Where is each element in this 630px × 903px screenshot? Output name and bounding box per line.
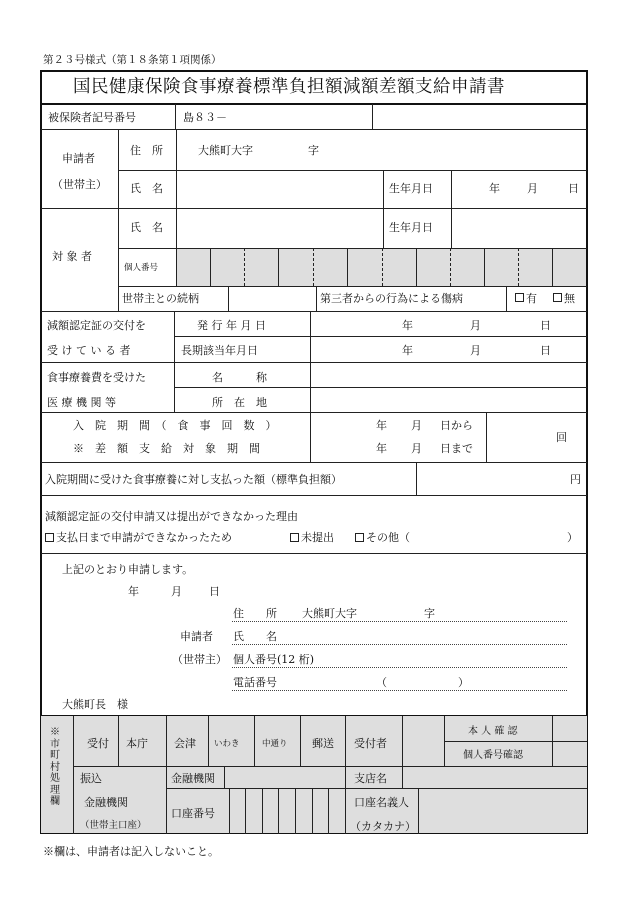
office-receiver: 受付者 <box>354 737 387 750</box>
applicant-birth-day: 日 <box>568 182 579 195</box>
reason-opt1-checkbox[interactable] <box>45 533 54 542</box>
reason-label: 減額認定証の交付申請又は提出ができなかった理由 <box>45 510 298 523</box>
office-bank-name: 金融機関 <box>171 772 215 785</box>
period-to-year: 年 <box>376 442 387 455</box>
reason-opt2-label: 未提出 <box>301 531 334 544</box>
office-side-label: ※市町村処理欄 <box>50 727 60 807</box>
office-account-number: 口座番号 <box>171 807 215 820</box>
form-number: 第２３号様式（第１８条第１項関係） <box>43 54 222 66</box>
third-party-yes-checkbox[interactable] <box>515 293 524 302</box>
office-aizu[interactable]: 会津 <box>174 737 196 750</box>
insured-number-label: 被保険者記号番号 <box>48 111 136 124</box>
declaration-household-label: （世帯主） <box>172 653 227 666</box>
declaration-month: 月 <box>171 585 182 598</box>
applicant-name-label: 氏 名 <box>130 182 163 195</box>
long-term-month: 月 <box>470 344 481 357</box>
reason-opt1-label: 支払日まで申請ができなかったため <box>56 531 232 544</box>
institution-name-label: 名 称 <box>212 371 267 384</box>
institution-label-2: 医 療 機 関 等 <box>47 396 116 409</box>
applicant-sublabel: （世帯主） <box>52 178 107 191</box>
office-katakana: （カタカナ） <box>350 820 416 833</box>
period-line-1: 入 院 期 間 （ 食 事 回 数 ） <box>73 419 277 432</box>
address-label: 住 所 <box>130 144 163 157</box>
third-party-no-label: 無 <box>564 292 575 305</box>
third-party-no-checkbox[interactable] <box>553 293 562 302</box>
office-mail[interactable]: 郵送 <box>312 737 334 750</box>
form-title: 国民健康保険食事療養標準負担額減額差額支給申請書 <box>73 77 505 97</box>
office-bank-label: 金融機関 <box>84 796 128 809</box>
phone-close: ） <box>458 676 469 689</box>
period-to-month: 月 <box>411 442 422 455</box>
footnote: ※欄は、申請者は記入しないこと。 <box>43 845 219 858</box>
office-branch: 支店名 <box>354 772 387 785</box>
office-iwaki[interactable]: いわき <box>214 739 240 749</box>
subject-label: 対 象 者 <box>52 250 92 263</box>
issue-day: 日 <box>540 319 551 332</box>
office-account-holder: 口座名義人 <box>354 796 409 809</box>
declaration-text: 上記のとおり申請します。 <box>62 563 194 576</box>
reason-opt3-label: その他（ <box>366 531 410 544</box>
office-bank-sub: （世帯主口座） <box>80 820 147 831</box>
reason-close: ） <box>567 531 578 544</box>
long-term-day: 日 <box>540 344 551 357</box>
long-term-label: 長期該当年月日 <box>181 344 258 357</box>
declaration-day: 日 <box>209 585 220 598</box>
institution-label-1: 食事療養費を受けた <box>47 371 146 384</box>
declaration-name-label: 氏 名 <box>233 630 277 643</box>
third-party-yes-label: 有 <box>526 292 537 305</box>
long-term-year: 年 <box>402 344 413 357</box>
declaration-address-suffix: 字 <box>424 607 435 620</box>
applicant-birth-year: 年 <box>489 182 500 195</box>
declaration-year: 年 <box>128 585 139 598</box>
declaration-phone-label: 電話番号 <box>233 676 277 689</box>
certificate-label-2: 受 け て い る 者 <box>47 344 131 357</box>
office-reception[interactable]: 受付 <box>87 737 109 750</box>
applicant-address-suffix: 字 <box>308 144 319 157</box>
period-from-year: 年 <box>376 419 387 432</box>
applicant-address-value[interactable]: 大熊町大字 <box>198 144 253 157</box>
office-personal-number-check: 個人番号確認 <box>463 750 523 761</box>
office-identity-check: 本 人 確 認 <box>468 726 518 737</box>
office-transfer: 振込 <box>80 772 102 785</box>
subject-birth-label: 生年月日 <box>389 221 433 234</box>
certificate-label-1: 減額認定証の交付を <box>47 319 146 332</box>
period-line-2: ※ 差 額 支 給 対 象 期 間 <box>73 442 260 455</box>
declaration-personal-number-label: 個人番号(12 桁) <box>233 653 315 666</box>
reason-opt2-checkbox[interactable] <box>290 533 299 542</box>
office-nakadori[interactable]: 中通り <box>262 739 288 749</box>
applicant-birth-label: 生年月日 <box>389 182 433 195</box>
paid-amount-label: 入院期間に受けた食事療養に対し支払った額（標準負担額） <box>45 473 342 486</box>
subject-personal-number-text: 個人番号 <box>124 263 159 273</box>
phone-open: （ <box>376 676 387 689</box>
subject-name-label: 氏 名 <box>130 221 163 234</box>
relation-label: 世帯主との続柄 <box>122 292 199 305</box>
institution-location-label: 所 在 地 <box>212 396 267 409</box>
period-from-month: 月 <box>411 419 422 432</box>
issue-month: 月 <box>470 319 481 332</box>
issue-date-label: 発 行 年 月 日 <box>197 319 266 332</box>
declaration-address-value[interactable]: 大熊町大字 <box>302 607 357 620</box>
declaration-address-label: 住 所 <box>233 607 277 620</box>
paid-amount-unit: 円 <box>570 473 581 486</box>
declaration-applicant-label: 申請者 <box>180 630 213 643</box>
applicant-label: 申請者 <box>62 152 95 165</box>
period-times: 回 <box>556 431 567 444</box>
applicant-birth-month: 月 <box>527 182 538 195</box>
insured-number-value[interactable]: 島８３－ <box>183 111 227 124</box>
office-headquarters[interactable]: 本庁 <box>126 737 148 750</box>
issue-year: 年 <box>402 319 413 332</box>
reason-opt3-checkbox[interactable] <box>355 533 364 542</box>
period-from-suffix: 日から <box>440 419 473 432</box>
third-party-label: 第三者からの行為による傷病 <box>320 292 463 305</box>
period-to-suffix: 日まで <box>440 442 473 455</box>
addressee: 大熊町長 様 <box>62 698 128 711</box>
